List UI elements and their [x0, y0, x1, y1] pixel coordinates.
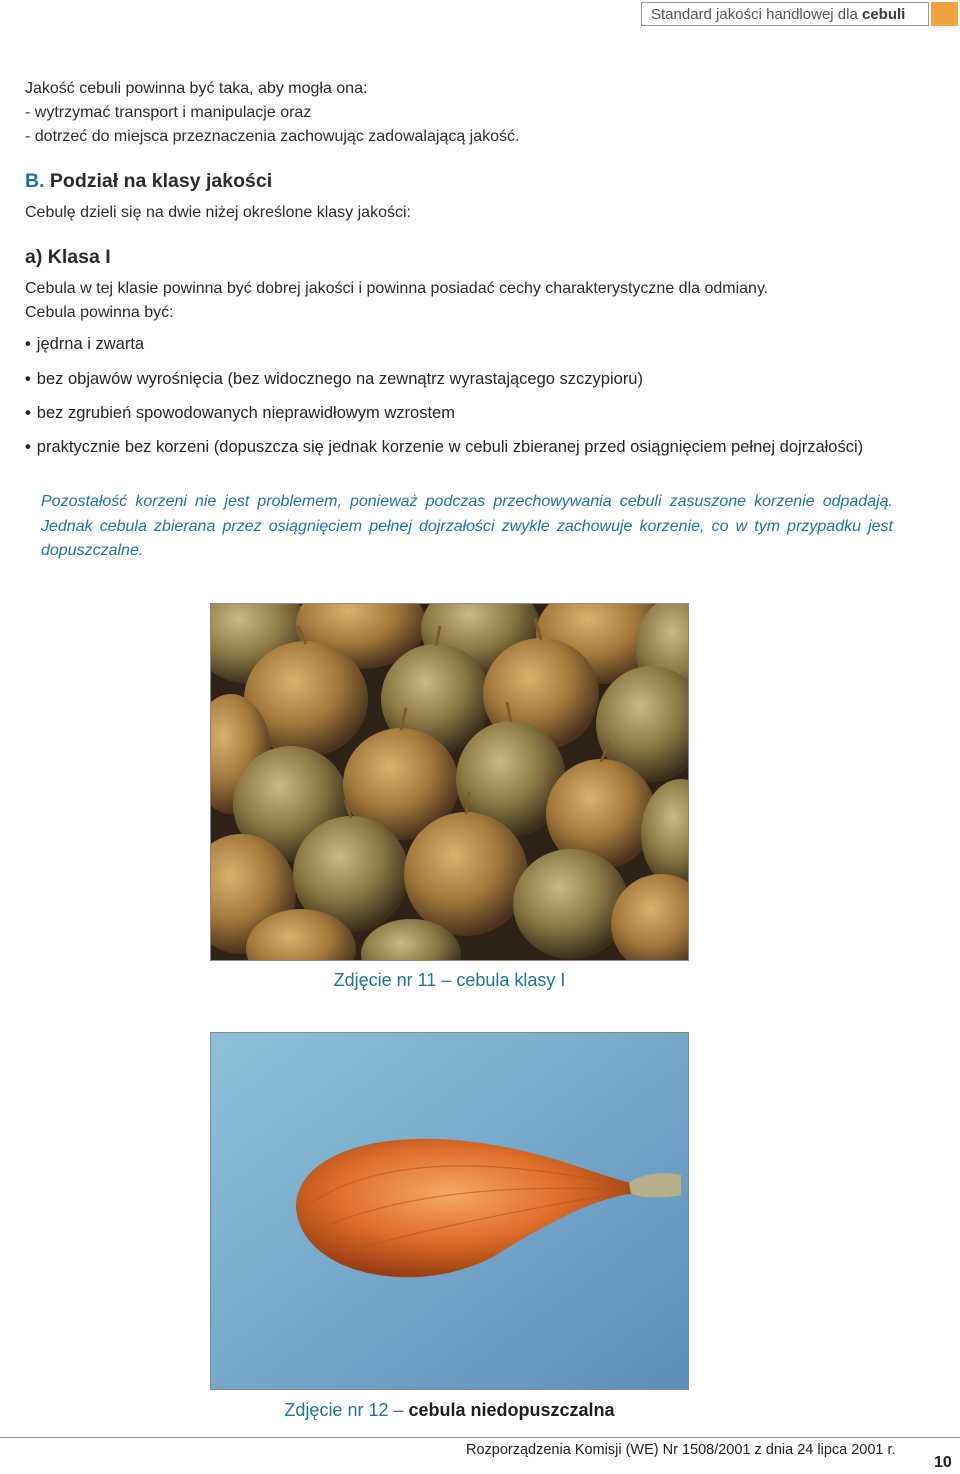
photo-onion-rejected [210, 1032, 689, 1390]
intro-line-3: - dotrzeć do miejsca przeznaczenia zachowując zadowalającą jakość. [25, 128, 520, 145]
bullet-text: praktycznie bez korzeni (dopuszcza się jednak korzenie w cebuli zbieranej przed osiągnięciem pełnej dojrzałości) [36, 438, 864, 456]
bullet-text: jędrna i zwarta [36, 335, 145, 353]
intro-line-1: Jakość cebuli powinna być taka, aby mogła ona: [25, 80, 368, 97]
header-title-bold: cebuli [861, 6, 906, 23]
intro-line-2: - wytrzymać transport i manipulacje oraz [25, 104, 312, 121]
caption-12-bold: cebula niedopuszczalna [408, 1400, 615, 1420]
single-onion-illustration [211, 1033, 689, 1390]
klasa-1-line-2: Cebula powinna być: [25, 304, 174, 321]
header-accent-block [931, 2, 958, 26]
klasa-1-line-1: Cebula w tej klasie powinna być dobrej jakości i powinna posiadać cechy charakterystyczne dla odmiany. [25, 280, 769, 297]
section-b-subtitle: Cebulę dzieli się na dwie niżej określone klasy jakości: [25, 204, 411, 221]
bullet-text: bez zgrubień spowodowanych nieprawidłowym wzrostem [36, 404, 455, 422]
photo-caption-11: Zdjęcie nr 11 – cebula klasy I [333, 970, 566, 990]
page-number: 10 [934, 1454, 952, 1471]
section-b-heading [25, 170, 272, 193]
photo-onions-class-1 [210, 603, 689, 961]
section-b-prefix: B. [25, 170, 45, 192]
bullet-item: • praktycznie bez korzeni (dopuszcza się jednak korzenie w cebuli zbieranej przed osiągnięciem pełnej dojrzałości) [25, 438, 864, 456]
footer-citation: Rozporządzenia Komisji (WE) Nr 1508/2001 z dnia 24 lipca 2001 r. [466, 1442, 896, 1458]
bullet-item: • bez zgrubień spowodowanych nieprawidłowym wzrostem [25, 404, 455, 422]
header-title-prefix: Standard jakości handlowej dla [651, 6, 858, 23]
footer-divider [0, 1437, 960, 1438]
bullet-item: • bez objawów wyrośnięcia (bez widocznego na zewnątrz wyrastającego szczypioru) [25, 370, 643, 388]
bullet-text: bez objawów wyrośnięcia (bez widocznego na zewnątrz wyrastającego szczypioru) [36, 370, 643, 388]
onions-illustration [211, 604, 689, 961]
running-header [641, 2, 929, 26]
klasa-1-note: Pozostałość korzeni nie jest problemem, ponieważ podczas przechowywania cebuli zasuszone korzenie odpadają. Jednak cebula zbierana przez osiągnięciem pełnej dojrzałości zwykle zachowuje korzenie, co w tym przypadku jest dopuszczalne. [41, 493, 893, 559]
bullet-item: • jędrna i zwarta [25, 335, 145, 353]
klasa-1-heading: a) Klasa I [25, 246, 111, 268]
section-b-title: Podział na klasy jakości [49, 170, 273, 192]
photo-caption-12 [210, 1400, 689, 1421]
caption-12-prefix: Zdjęcie nr 12 – [284, 1400, 404, 1420]
